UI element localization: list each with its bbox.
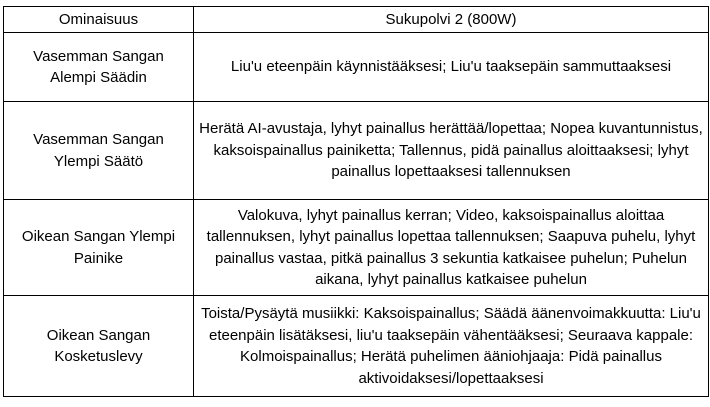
description-cell: Valokuva, lyhyt painallus kerran; Video, kaksoispainallus aloittaa tallennuksen, lyhyt painallus lopettaa tallennuksen; Saapuva puhelu, lyhyt painallus vastaa, pitkä painallus 3 sekuntia katkaisee puhelun; Puhelun aikana, lyhyt painallus katkaisee puhelun <box>194 200 709 296</box>
feature-cell: Oikean Sangan Ylempi Painike <box>4 200 194 296</box>
feature-cell: Oikean Sangan Kosketuslevy <box>4 296 194 397</box>
table-row <box>4 296 709 397</box>
header-generation: Sukupolvi 2 (800W) <box>194 7 709 33</box>
description-cell: Toista/Pysäytä musiikki: Kaksoispainallus; Säädä äänenvoimakkuutta: Liu'u eteenpäin lisätäksesi, liu'u taaksepäin vähentääksesi; Seuraava kappale: Kolmoispainallus; Herätä puhelimen ääniohjaaja: Pidä painallus aktivoidaksesi/lopettaaksesi <box>194 296 709 397</box>
description-cell: Herätä AI-avustaja, lyhyt painallus herättää/lopettaa; Nopea kuvantunnistus, kaksoispainallus painiketta; Tallennus, pidä painallus aloittaaksesi; lyhyt painallus lopettaaksesi tallennuksen <box>194 102 709 200</box>
feature-cell: Vasemman Sangan Alempi Säädin <box>4 33 194 102</box>
feature-cell: Vasemman Sangan Ylempi Säätö <box>4 102 194 200</box>
description-cell: Liu'u eteenpäin käynnistääksesi; Liu'u taaksepäin sammuttaaksesi <box>194 33 709 102</box>
feature-table-container <box>3 6 708 397</box>
feature-table <box>3 6 709 397</box>
header-feature: Ominaisuus <box>4 7 194 33</box>
table-row <box>4 102 709 200</box>
table-row <box>4 33 709 102</box>
table-header-row <box>4 7 709 33</box>
table-row <box>4 200 709 296</box>
